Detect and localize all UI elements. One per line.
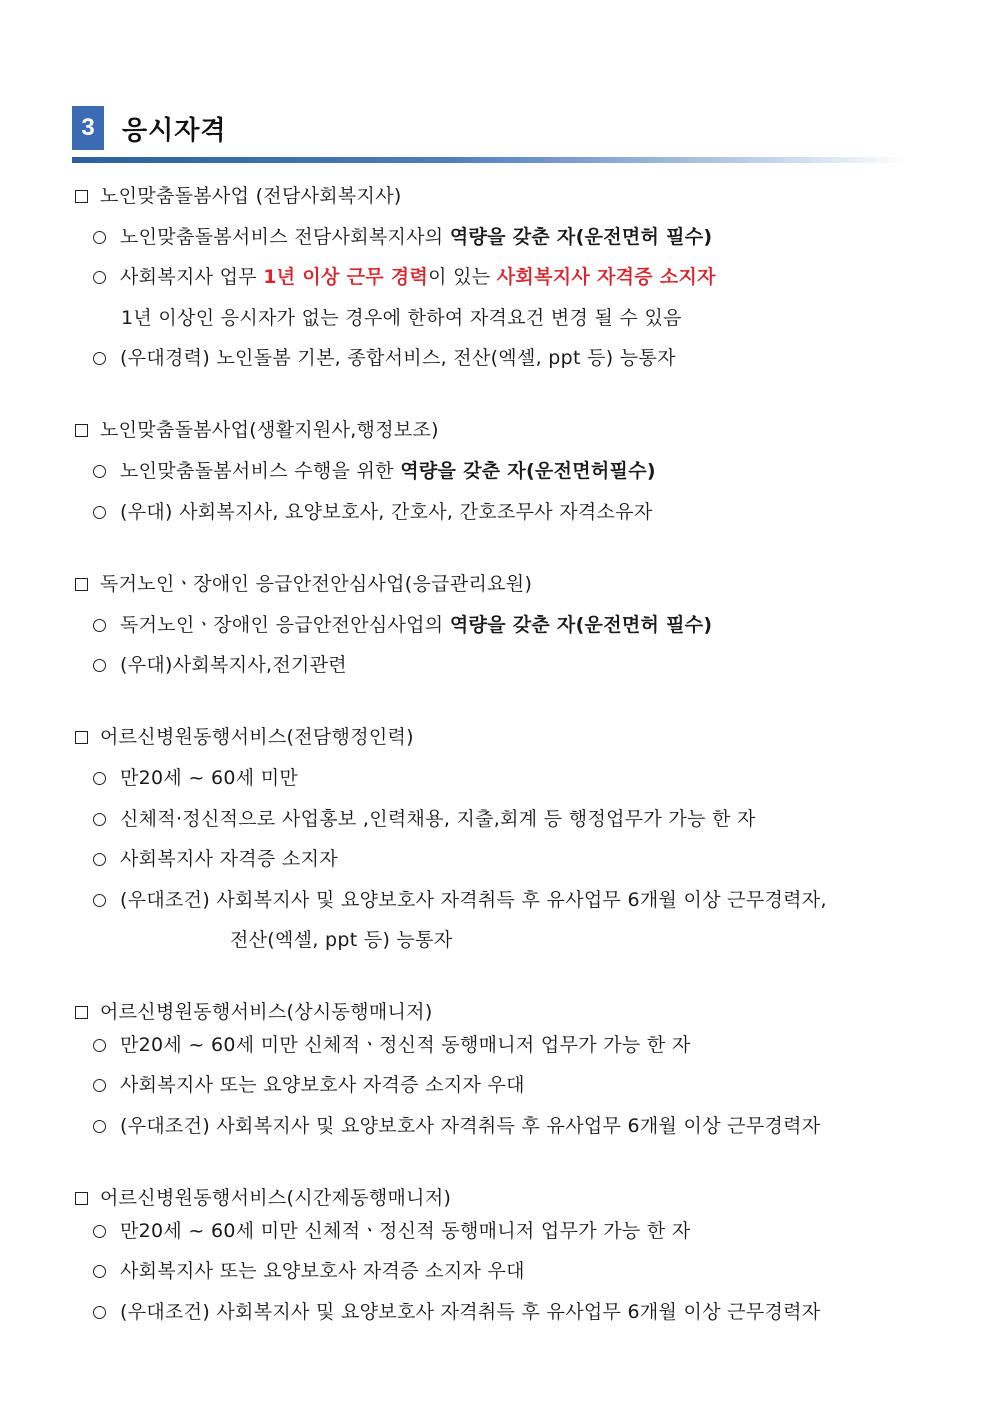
circle-bullet-icon: [93, 506, 106, 519]
list-item: (우대)사회복지사,전기관련: [93, 650, 347, 677]
checkbox-square-icon: [75, 1006, 88, 1019]
circle-bullet-icon: [93, 1225, 106, 1238]
subsection-title-4: 어르신병원동행서비스(전담행정인력): [75, 722, 414, 749]
circle-bullet-icon: [93, 772, 106, 785]
circle-bullet-icon: [93, 894, 106, 907]
list-item: 만20세 ~ 60세 미만: [93, 763, 298, 790]
subsection-title-3: 독거노인ㆍ장애인 응급안전안심사업(응급관리요원): [75, 569, 532, 596]
circle-bullet-icon: [93, 1039, 106, 1052]
circle-bullet-icon: [93, 231, 106, 244]
circle-bullet-icon: [93, 813, 106, 826]
list-item-continuation: 전산(엑셀, ppt 등) 능통자: [230, 929, 453, 951]
subsection-title-5: 어르신병원동행서비스(상시동행매니저): [75, 997, 433, 1024]
circle-bullet-icon: [93, 352, 106, 365]
circle-bullet-icon: [93, 659, 106, 672]
circle-bullet-icon: [93, 619, 106, 632]
list-item: 신체적·정신적으로 사업홍보 ,인력채용, 지출,회계 등 행정업무가 가능 한 자: [93, 804, 756, 831]
circle-bullet-icon: [93, 271, 106, 284]
list-item: (우대조건) 사회복지사 및 요양보호사 자격취득 후 유사업무 6개월 이상 근무경력자: [93, 1297, 820, 1324]
section-title: 응시자격: [122, 115, 227, 146]
list-item: (우대경력) 노인돌봄 기본, 종합서비스, 전산(엑셀, ppt 등) 능통자: [93, 343, 676, 370]
subsection-title-2: 노인맞춤돌봄사업(생활지원사,행정보조): [75, 415, 439, 442]
list-item-note: 1년 이상인 응시자가 없는 경우에 한하여 자격요건 변경 될 수 있음: [121, 307, 682, 329]
list-item: (우대) 사회복지사, 요양보호사, 간호사, 간호조무사 자격소유자: [93, 497, 653, 524]
list-item: 만20세 ~ 60세 미만 신체적ㆍ정신적 동행매니저 업무가 가능 한 자: [93, 1216, 691, 1243]
circle-bullet-icon: [93, 853, 106, 866]
circle-bullet-icon: [93, 1265, 106, 1278]
section-header: [72, 106, 226, 150]
list-item: 사회복지사 또는 요양보호사 자격증 소지자 우대: [93, 1256, 525, 1283]
title-underline: [72, 157, 908, 163]
checkbox-square-icon: [75, 190, 88, 203]
circle-bullet-icon: [93, 1306, 106, 1319]
list-item: 사회복지사 업무 1년 이상 근무 경력이 있는 사회복지사 자격증 소지자: [93, 262, 716, 289]
circle-bullet-icon: [93, 1120, 106, 1133]
list-item: 노인맞춤돌봄서비스 수행을 위한 역량을 갖춘 자(운전면허필수): [93, 456, 656, 483]
subsection-title-6: 어르신병원동행서비스(시간제동행매니저): [75, 1183, 451, 1210]
checkbox-square-icon: [75, 1192, 88, 1205]
list-item: (우대조건) 사회복지사 및 요양보호사 자격취득 후 유사업무 6개월 이상 근무경력자,: [93, 885, 827, 912]
circle-bullet-icon: [93, 1079, 106, 1092]
circle-bullet-icon: [93, 465, 106, 478]
list-item: 사회복지사 또는 요양보호사 자격증 소지자 우대: [93, 1070, 525, 1097]
subsection-title-1: [75, 181, 402, 208]
subsection-title-text: 노인맞춤돌봄사업 (전담사회복지사): [100, 185, 402, 207]
checkbox-square-icon: [75, 424, 88, 437]
list-item: 독거노인ㆍ장애인 응급안전안심사업의 역량을 갖춘 자(운전면허 필수): [93, 610, 712, 637]
list-item: 사회복지사 자격증 소지자: [93, 844, 338, 871]
checkbox-square-icon: [75, 731, 88, 744]
checkbox-square-icon: [75, 578, 88, 591]
section-number-badge: 3: [72, 106, 104, 150]
list-item: 만20세 ~ 60세 미만 신체적ㆍ정신적 동행매니저 업무가 가능 한 자: [93, 1030, 691, 1057]
list-item: 노인맞춤돌봄서비스 전담사회복지사의 역량을 갖춘 자(운전면허 필수): [93, 222, 712, 249]
list-item: (우대조건) 사회복지사 및 요양보호사 자격취득 후 유사업무 6개월 이상 근무경력자: [93, 1111, 820, 1138]
